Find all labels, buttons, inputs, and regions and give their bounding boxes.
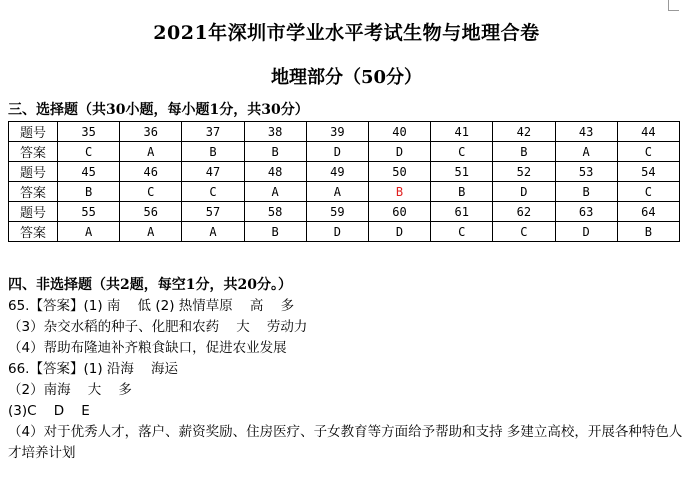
question-number: 43 <box>555 122 617 142</box>
answer-cell: D <box>368 222 430 242</box>
answer-line-65-part1: 65.【答案】(1) 南 低 (2) 热情草原 高 多 <box>8 298 295 314</box>
page-corner-mark <box>668 0 679 11</box>
question-number: 37 <box>182 122 244 142</box>
question-number: 42 <box>493 122 555 142</box>
answer-cell: B <box>617 222 679 242</box>
answer-cell: D <box>493 182 555 202</box>
answer-cell: A <box>58 222 120 242</box>
table-row-answers <box>9 222 680 242</box>
answer-cell: B <box>493 142 555 162</box>
section-four-heading: 四、非选择题（共2题，每空1分，共20分。） <box>8 277 292 293</box>
question-label: 题号 <box>9 162 58 182</box>
answer-line-66-part4: （4）对于优秀人才，落户、薪资奖励、住房医疗、子女教育等方面给予帮助和支持 多建立高校，开展各种特色人才培养计划 <box>8 424 683 461</box>
answer-cell: B <box>431 182 493 202</box>
section-three-heading: 三、选择题（共30小题，每小题1分，共30分） <box>8 102 309 118</box>
answer-cell: C <box>182 182 244 202</box>
answer-line-66-part3: (3)C D E <box>8 403 90 419</box>
answer-line-66-part1: 66.【答案】(1) 沿海 海运 <box>8 361 179 377</box>
question-number: 64 <box>617 202 679 222</box>
answer-cell: C <box>431 222 493 242</box>
answer-cell: B <box>244 142 306 162</box>
page-subtitle: 地理部分（50分） <box>270 67 423 88</box>
question-number: 44 <box>617 122 679 142</box>
answer-label: 答案 <box>9 222 58 242</box>
question-number: 53 <box>555 162 617 182</box>
question-number: 57 <box>182 202 244 222</box>
question-number: 55 <box>58 202 120 222</box>
answer-cell: C <box>617 182 679 202</box>
table-row-question-numbers <box>9 122 680 142</box>
table-row-answers <box>9 142 680 162</box>
table-row-question-numbers <box>9 162 680 182</box>
answer-cell: C <box>431 142 493 162</box>
answer-table <box>8 121 680 242</box>
answer-cell-highlighted: B <box>368 182 430 202</box>
question-number: 47 <box>182 162 244 182</box>
question-number: 56 <box>120 202 182 222</box>
question-number: 52 <box>493 162 555 182</box>
answer-cell: C <box>58 142 120 162</box>
question-number: 41 <box>431 122 493 142</box>
answer-cell: B <box>244 222 306 242</box>
question-number: 50 <box>368 162 430 182</box>
answer-cell: D <box>555 222 617 242</box>
question-number: 36 <box>120 122 182 142</box>
question-number: 60 <box>368 202 430 222</box>
answer-line-65-part4: （4）帮助布隆迪补齐粮食缺口，促进农业发展 <box>8 340 287 356</box>
question-number: 38 <box>244 122 306 142</box>
answer-cell: D <box>306 222 368 242</box>
question-number: 45 <box>58 162 120 182</box>
question-number: 58 <box>244 202 306 222</box>
answer-cell: B <box>58 182 120 202</box>
question-number: 40 <box>368 122 430 142</box>
answer-line-66-part2: （2）南海 大 多 <box>8 382 132 398</box>
question-number: 46 <box>120 162 182 182</box>
question-number: 51 <box>431 162 493 182</box>
answer-line-65-part3: （3）杂交水稻的种子、化肥和农药 大 劳动力 <box>8 319 308 335</box>
question-number: 61 <box>431 202 493 222</box>
question-number: 39 <box>306 122 368 142</box>
answer-label: 答案 <box>9 142 58 162</box>
answer-lines <box>8 296 684 464</box>
page-title: 2021年深圳市学业水平考试生物与地理合卷 <box>153 22 540 44</box>
question-number: 54 <box>617 162 679 182</box>
question-number: 62 <box>493 202 555 222</box>
question-number: 35 <box>58 122 120 142</box>
answer-cell: D <box>368 142 430 162</box>
answer-cell: D <box>306 142 368 162</box>
question-label: 题号 <box>9 202 58 222</box>
answer-cell: A <box>244 182 306 202</box>
answer-cell: C <box>493 222 555 242</box>
answer-cell: B <box>555 182 617 202</box>
table-row-question-numbers <box>9 202 680 222</box>
answer-cell: A <box>182 222 244 242</box>
answer-cell: A <box>555 142 617 162</box>
answer-cell: A <box>120 142 182 162</box>
answer-label: 答案 <box>9 182 58 202</box>
answer-cell: C <box>120 182 182 202</box>
answer-cell: C <box>617 142 679 162</box>
answer-cell: A <box>120 222 182 242</box>
question-number: 48 <box>244 162 306 182</box>
question-number: 49 <box>306 162 368 182</box>
answer-cell: B <box>182 142 244 162</box>
question-label: 题号 <box>9 122 58 142</box>
question-number: 59 <box>306 202 368 222</box>
question-number: 63 <box>555 202 617 222</box>
answer-cell: A <box>306 182 368 202</box>
table-row-answers <box>9 182 680 202</box>
